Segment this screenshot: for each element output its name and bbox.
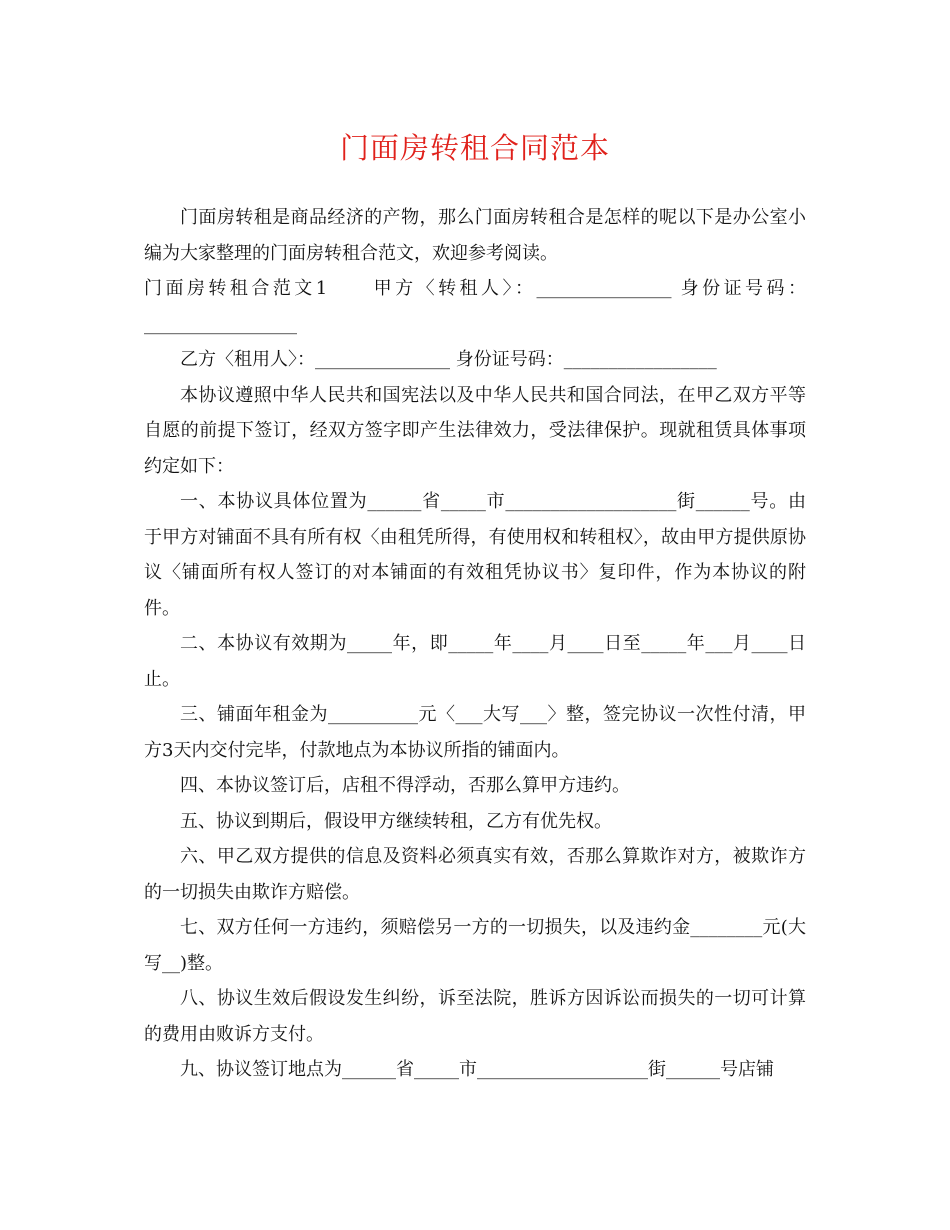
document-title: 门面房转租合同范本 [339, 131, 610, 165]
clause-8: 八、协议生效后假设发生纠纷，诉至法院，胜诉方因诉讼而损失的一切可计算的费用由败诉方支付。 [144, 988, 806, 1045]
clause-6: 六、甲乙双方提供的信息及资料必须真实有效，否那么算欺诈对方，被欺诈方的一切损失由欺诈方赔偿。 [144, 846, 806, 903]
intro-paragraph: 门面房转租是商品经济的产物，那么门面房转租合是怎样的呢以下是办公室小编为大家整理的门面房转租合范文，欢迎参考阅读。 [144, 207, 806, 264]
preamble-paragraph: 本协议遵照中华人民共和国宪法以及中华人民共和国合同法，在甲乙双方平等自愿的前提下签订，经双方签字即产生法律效力，受法律保护。现就租赁具体事项约定如下： [144, 384, 806, 477]
clause-9: 九、协议签订地点为______省_____市___________________街______号店铺 [180, 1059, 774, 1080]
clause-3: 三、铺面年租金为__________元〈___大写___〉整，签完协议一次性付清，甲方3天内交付完毕，付款地点为本协议所指的铺面内。 [144, 704, 806, 761]
clause-4: 四、本协议签订后，店租不得浮动，否那么算甲方违约。 [180, 775, 630, 796]
document-body [144, 200, 806, 1088]
party-a-line: 门面房转租合范文1 甲方〈转租人〉：_______________ 身份证号码：_________________ [144, 278, 806, 335]
clause-2: 二、本协议有效期为_____年，即_____年____月____日至_____年___月____日止。 [144, 633, 806, 690]
clause-1: 一、本协议具体位置为______省_____市___________________街______号。由于甲方对铺面不具有所有权〈由租凭所得，有使用权和转租权〉，故由甲方提供原协议〈铺面所有权人签订的对本铺面的有效租凭协议书〉复印件，作为本协议的附件。 [144, 491, 806, 619]
party-b-line: 乙方〈租用人〉：_______________ 身份证号码：_________________ [180, 349, 717, 370]
clause-7: 七、双方任何一方违约，须赔偿另一方的一切损失，以及违约金________元(大写__)整。 [144, 917, 806, 974]
clause-5: 五、协议到期后，假设甲方继续转租，乙方有优先权。 [180, 810, 612, 832]
